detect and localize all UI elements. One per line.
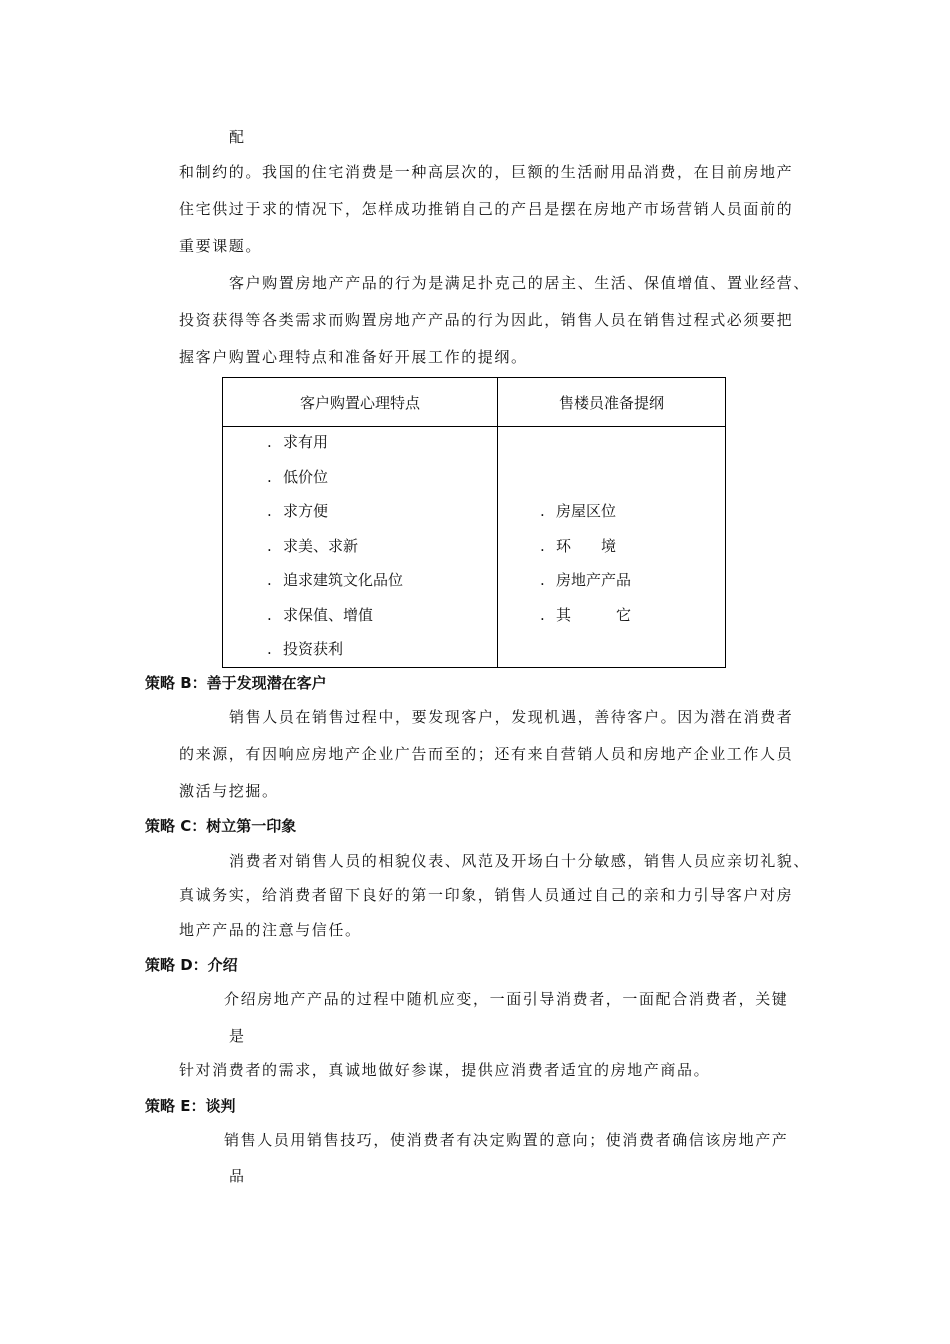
section-heading: 策略 C：树立第一印象 bbox=[145, 817, 297, 835]
text-line: 握客户购置心理特点和准备好开展工作的提纲。 bbox=[179, 348, 528, 366]
list-item: . 求方便 bbox=[267, 502, 329, 520]
list-item: . 求美、求新 bbox=[267, 537, 359, 555]
list-item: . 其 它 bbox=[540, 606, 632, 624]
text-line: 配 bbox=[229, 128, 246, 146]
list-item: . 房屋区位 bbox=[540, 502, 617, 520]
text-line: 投资获得等各类需求而购置房地产产品的行为因此，销售人员在销售过程式必须要把 bbox=[179, 311, 794, 329]
list-item: . 求有用 bbox=[267, 433, 329, 451]
text-line: 是 bbox=[229, 1027, 246, 1045]
text-line: 重要课题。 bbox=[179, 237, 263, 255]
list-item: . 房地产产品 bbox=[540, 571, 632, 589]
right-cell bbox=[498, 427, 726, 668]
text-line: 的来源，有因响应房地产企业广告而至的；还有来自营销人员和房地产企业工作人员 bbox=[179, 745, 794, 763]
text-line: 真诚务实，给消费者留下良好的第一印象，销售人员通过自己的亲和力引导客户对房 bbox=[179, 886, 794, 904]
table-header-left: 客户购置心理特点 bbox=[223, 378, 498, 427]
psychology-table bbox=[222, 377, 726, 668]
text-line: 和制约的。我国的住宅消费是一种高层次的，巨额的生活耐用品消费，在目前房地产 bbox=[179, 163, 794, 181]
table-body-row bbox=[223, 427, 726, 668]
text-line: 针对消费者的需求，真诚地做好参谋，提供应消费者适宜的房地产商品。 bbox=[179, 1061, 711, 1079]
text-line: 介绍房地产产品的过程中随机应变，一面引导消费者，一面配合消费者，关键 bbox=[224, 990, 789, 1008]
section-heading: 策略 B：善于发现潜在客户 bbox=[145, 674, 327, 692]
text-line: 激活与挖掘。 bbox=[179, 782, 279, 800]
text-line: 地产产品的注意与信任。 bbox=[179, 921, 362, 939]
text-line: 住宅供过于求的情况下，怎样成功推销自己的产吕是摆在房地产市场营销人员面前的 bbox=[179, 200, 794, 218]
list-item: . 投资获利 bbox=[267, 640, 344, 658]
left-cell bbox=[223, 427, 498, 668]
list-item: . 追求建筑文化品位 bbox=[267, 571, 404, 589]
section-heading: 策略 E：谈判 bbox=[145, 1097, 236, 1115]
text-line: 销售人员用销售技巧，使消费者有决定购置的意向；使消费者确信该房地产产 bbox=[224, 1131, 789, 1149]
list-item: . 求保值、增值 bbox=[267, 606, 374, 624]
table-header-row bbox=[223, 378, 726, 427]
list-item: . 环 境 bbox=[540, 537, 617, 555]
list-item: . 低价位 bbox=[267, 468, 329, 486]
text-line: 销售人员在销售过程中，要发现客户，发现机遇，善待客户。因为潜在消费者 bbox=[229, 708, 794, 726]
text-line: 客户购置房地产产品的行为是满足扑克己的居主、生活、保值增值、置业经营、 bbox=[229, 274, 811, 292]
table-header-right: 售楼员准备提纲 bbox=[498, 378, 726, 427]
section-heading: 策略 D：介绍 bbox=[145, 956, 238, 974]
text-line: 消费者对销售人员的相貌仪表、风范及开场白十分敏感，销售人员应亲切礼貌、 bbox=[229, 852, 811, 870]
text-line: 品 bbox=[229, 1167, 246, 1185]
